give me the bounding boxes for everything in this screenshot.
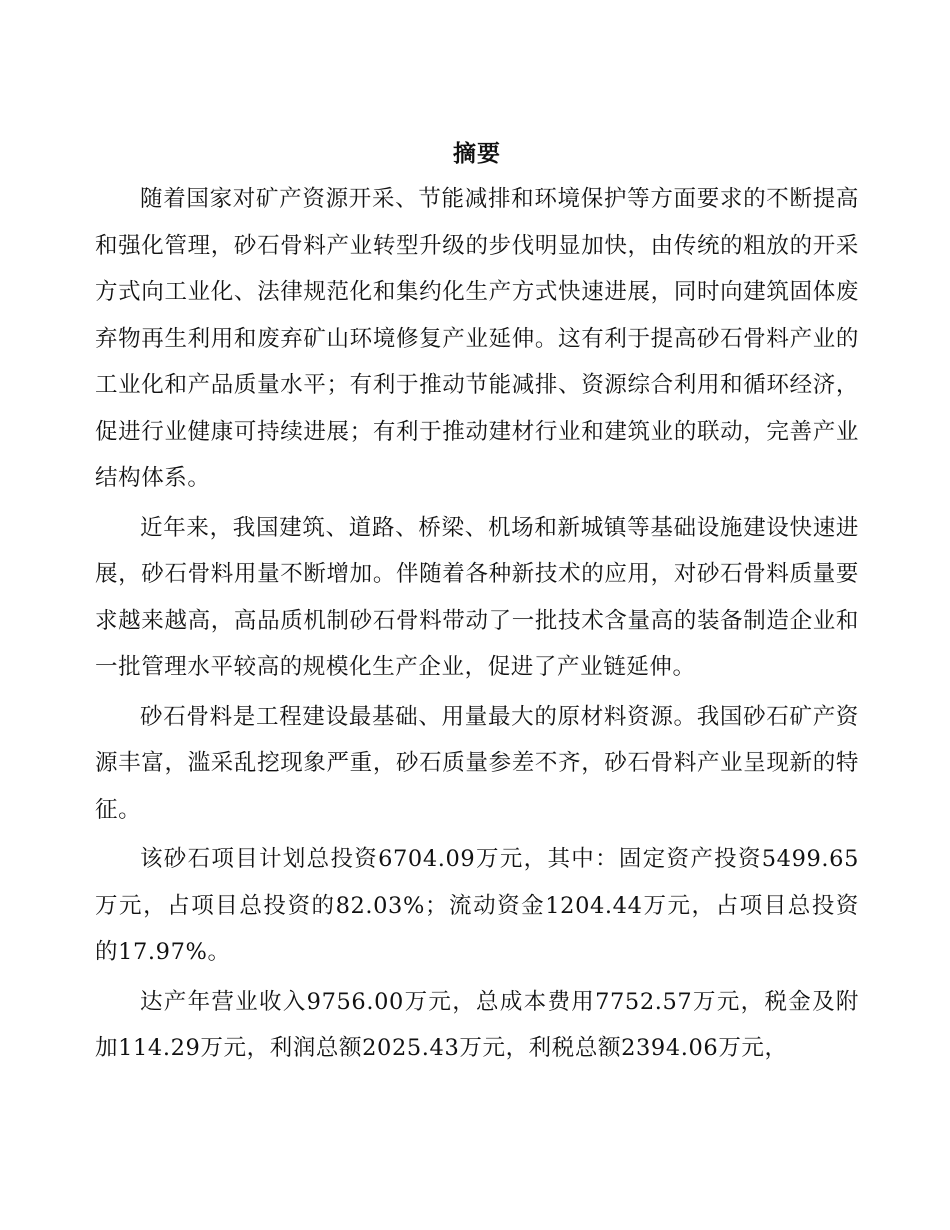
paragraph-resource-features: 砂石骨料是工程建设最基础、用量最大的原材料资源。我国砂石矿产资源丰富，滥采乱挖现象严重，砂石质量参差不齐，砂石骨料产业呈现新的特征。	[95, 703, 859, 823]
document-title: 摘要	[453, 140, 501, 167]
document-page	[95, 132, 859, 1072]
paragraph-revenue: 达产年营业收入9756.00万元，总成本费用7752.57万元，税金及附加114.29万元，利润总额2025.43万元，利税总额2394.06万元，	[95, 988, 859, 1061]
paragraph-infrastructure-demand: 近年来，我国建筑、道路、桥梁、机场和新城镇等基础设施建设快速进展，砂石骨料用量不断增加。伴随着各种新技术的应用，对砂石骨料质量要求越来越高，高品质机制砂石骨料带动了一批技术含量高的装备制造企业和一批管理水平较高的规模化生产企业，促进了产业链延伸。	[95, 514, 859, 680]
paragraph-industry-upgrade: 随着国家对矿产资源开采、节能减排和环境保护等方面要求的不断提高和强化管理，砂石骨料产业转型升级的步伐明显加快，由传统的粗放的开采方式向工业化、法律规范化和集约化生产方式快速进展，同时向建筑固体废弃物再生利用和废弃矿山环境修复产业延伸。这有利于提高砂石骨料产业的工业化和产品质量水平；有利于推动节能减排、资源综合利用和循环经济，促进行业健康可持续进展；有利于推动建材行业和建筑业的联动，完善产业结构体系。	[95, 186, 859, 491]
paragraph-investment: 该砂石项目计划总投资6704.09万元，其中：固定资产投资5499.65万元，占项目总投资的82.03%；流动资金1204.44万元，占项目总投资的17.97%。	[95, 846, 859, 965]
